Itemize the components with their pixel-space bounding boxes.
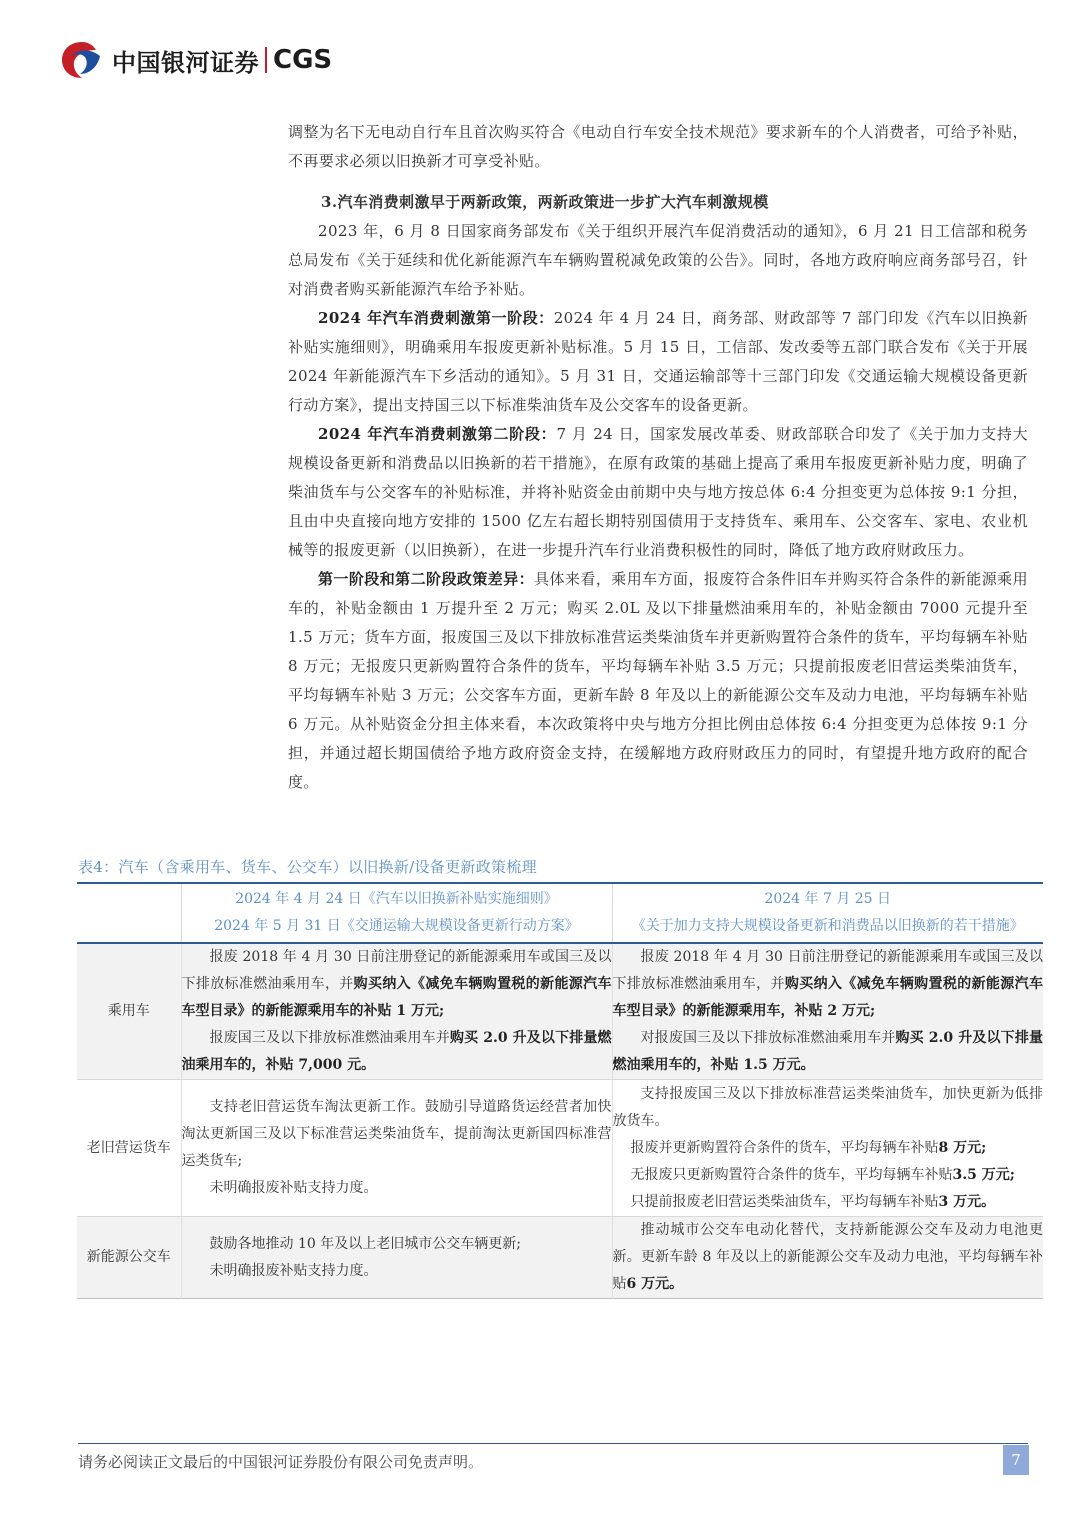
body-text — [288, 118, 1028, 797]
bold-span: 3.5 万元; — [952, 1166, 1015, 1183]
paragraph-0: 调整为名下无电动自行车且首次购买符合《电动自行车安全技术规范》要求新车的个人消费者，可给予补贴，不再要求必须以旧换新才可享受补贴。 — [288, 123, 1028, 170]
header-phase-2-line-1: 2024 年 7 月 25 日 — [764, 891, 892, 907]
paragraph-4-lead: 第一阶段和第二阶段政策差异： — [318, 570, 535, 588]
logo-divider — [265, 47, 267, 73]
bold-span: 8 万元; — [938, 1139, 987, 1156]
table-row-passenger-car — [77, 943, 1043, 1080]
text-span: 报废国三及以下排放标准燃油乘用车并 — [209, 1030, 450, 1046]
header-phase-2 — [612, 883, 1043, 943]
table-caption: 表4：汽车（含乘用车、货车、公交车）以旧换新/设备更新政策梳理 — [78, 858, 537, 876]
text-span: 对报废国三及以下排放标准燃油乘用车并 — [640, 1030, 896, 1046]
text-block: 支持报废国三及以下排放标准营运类柴油货车，加快更新为低排放货车。 — [612, 1085, 1043, 1129]
footer-divider — [78, 1443, 1028, 1444]
paragraph-2-lead: 2024 年汽车消费刺激第一阶段： — [318, 309, 554, 327]
paragraph-3-text: 7 月 24 日，国家发展改革委、财政部联合印发了《关于加力支持大规模设备更新和消费品以旧换新的若干措施》，在原有政策的基础上提高了乘用车报废更新补贴力度，明确了柴油货车与公交客车的补贴标准，并将补贴资金由前期中央与地方按总体 6:4 分担变更为总体按 9:1 分担，且由中央直接向地方安排的 1500 亿左右超长期特别国债用于支持货车、乘用车、公交客车、家电、农业机械等的报废更新（以旧换新），在进一步提升汽车行业消费积极性的同时，降低了地方政府财政压力。 — [288, 425, 1029, 559]
company-logo — [60, 38, 332, 82]
passenger-car-phase-1 — [181, 943, 612, 1080]
header-phase-2-line-2: 《关于加力支持大规模设备更新和消费品以旧换新的若干措施》 — [631, 918, 1024, 934]
paragraph-3 — [288, 420, 1028, 565]
logo-english-name: CGS — [273, 45, 333, 75]
table-row-ev-bus — [77, 1217, 1043, 1299]
header-phase-1 — [181, 883, 612, 943]
text-block: 未明确报废补贴支持力度。 — [209, 1262, 378, 1279]
ev-bus-phase-2 — [612, 1217, 1043, 1299]
header-phase-1-line-2: 2024 年 5 月 31 日《交通运输大规模设备更新行动方案》 — [214, 918, 579, 934]
paragraph-2-text: 2024 年 4 月 24 日，商务部、财政部等 7 部门印发《汽车以旧换新补贴实施细则》，明确乘用车报废更新补贴标准。5 月 15 日，工信部、发改委等五部门联合发布《关于开展 2024 年新能源汽车下乡活动的通知》。5 月 31 日，交通运输部等十三部门印发《交通运输大规模设备更新行动方案》，提出支持国三以下标准柴油货车及公交客车的设备更新。 — [288, 309, 1028, 414]
text-block: 未明确报废补贴支持力度。 — [209, 1180, 378, 1196]
text-span: 推动城市公交车电动化替代，支持新能源公交车及动力电池更新。更新车龄 8 年及以上的新能源公交车及动力电池，平均每辆车补贴 — [612, 1222, 1043, 1292]
paragraph-2 — [288, 304, 1028, 420]
text-block: 鼓励各地推动 10 年及以上老旧城市公交车辆更新; — [209, 1235, 521, 1252]
row-category-passenger-car: 乘用车 — [77, 943, 181, 1080]
freight-truck-phase-2 — [612, 1080, 1043, 1217]
page-number: 7 — [1003, 1445, 1029, 1475]
bold-span: 购买纳入《减免车辆购置税的新能源汽车车型目录》的新能源乘用车，补贴 2 万元; — [612, 976, 1044, 1019]
bold-span: 购买纳入《减免车辆购置税的新能源汽车车型目录》的新能源乘用车的补贴 1 万元; — [181, 976, 612, 1019]
logo-chinese-name: 中国银河证券 — [112, 48, 259, 77]
bold-span: 购买 2.0 升及以下排量燃油乘用车的，补贴 7,000 元。 — [181, 1030, 612, 1073]
header-phase-1-line-1: 2024 年 4 月 24 日《汽车以旧换新补贴实施细则》 — [235, 891, 558, 907]
paragraph-1: 2023 年，6 月 8 日国家商务部发布《关于组织开展汽车促消费活动的通知》，6 月 21 日工信部和税务总局发布《关于延续和优化新能源汽车车辆购置税减免政策的公告》。同时，各地方政府响应商务部号召，针对消费者购买新能源汽车给予补贴。 — [288, 222, 1028, 298]
ev-bus-phase-1 — [181, 1217, 612, 1299]
footer-disclaimer: 请务必阅读正文最后的中国银河证券股份有限公司免责声明。 — [78, 1453, 484, 1471]
row-category-freight-truck: 老旧营运货车 — [77, 1080, 181, 1217]
paragraph-4 — [288, 565, 1028, 797]
galaxy-logo-icon — [60, 40, 104, 80]
section-heading: 3.汽车消费刺激早于两新政策，两新政策进一步扩大汽车刺激规模 — [321, 193, 769, 211]
text-span: 无报废只更新购置符合条件的货车，平均每辆车补贴 — [630, 1166, 953, 1183]
text-span: 报废并更新购置符合条件的货车，平均每辆车补贴 — [630, 1139, 939, 1156]
bold-span: 6 万元。 — [626, 1276, 684, 1292]
row-category-ev-bus: 新能源公交车 — [77, 1217, 181, 1299]
passenger-car-phase-2 — [612, 943, 1043, 1080]
bold-span: 购买 2.0 升及以下排量燃油乘用车的，补贴 1.5 万元。 — [612, 1030, 1044, 1073]
text-span: 报废 2018 年 4 月 30 日前注册登记的新能源乘用车或国三及以下排放标准燃油乘用车，并 — [612, 949, 1043, 992]
freight-truck-phase-1 — [181, 1080, 612, 1217]
paragraph-4-text: 具体来看，乘用车方面，报废符合条件旧车并购买符合条件的新能源乘用车的，补贴金额由 1 万提升至 2 万元；购买 2.0L 及以下排量燃油乘用车的，补贴金额由 7000 元提升至 1.5 万元；货车方面，报废国三及以下排放标准营运类柴油货车并更新购置符合条件的货车，平均每辆车补贴 8 万元；无报废只更新购置符合条件的货车，平均每辆车补贴 3.5 万元；只提前报废老旧营运类柴油货车，平均每辆车补贴 3 万元；公交客车方面，更新车龄 8 年及以上的新能源公交车及动力电池，平均每辆车补贴 6 万元。从补贴资金分担主体来看，本次政策将中央与地方分担比例由总体按 6:4 分担变更为总体按 9:1 分担，并通过超长期国债给予地方政府资金支持，在缓解地方政府财政压力的同时，有望提升地方政府的配合度。 — [288, 570, 1028, 791]
header-empty-cell — [77, 883, 181, 943]
text-span: 只提前报废老旧营运类柴油货车，平均每辆车补贴 — [630, 1193, 939, 1210]
table-header-row — [77, 883, 1043, 943]
table-row-freight-truck — [77, 1080, 1043, 1217]
text-span: 报废 2018 年 4 月 30 日前注册登记的新能源乘用车或国三及以下排放标准燃油乘用车，并 — [181, 949, 612, 992]
text-block: 支持老旧营运货车淘汰更新工作。鼓励引导道路货运经营者加快淘汰更新国三及以下标准营运类柴油货车，提前淘汰更新国四标准营运类货车; — [181, 1099, 612, 1169]
policy-table — [77, 882, 1043, 1299]
bold-span: 3 万元。 — [938, 1193, 996, 1210]
paragraph-3-lead: 2024 年汽车消费刺激第二阶段： — [318, 425, 557, 443]
